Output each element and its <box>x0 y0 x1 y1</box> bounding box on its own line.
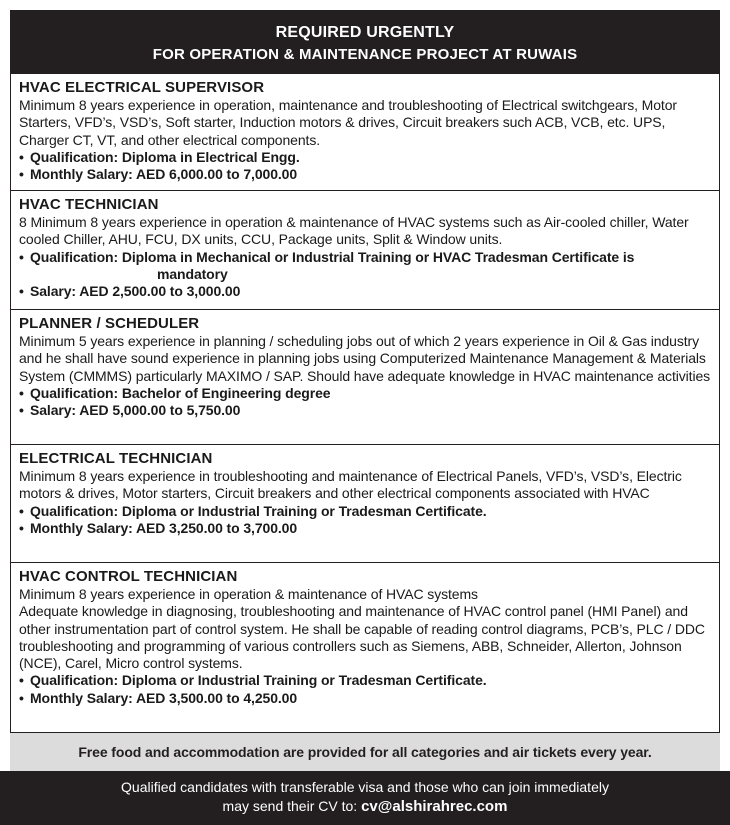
job-salary: • Monthly Salary: AED 3,500.00 to 4,250.00 <box>19 690 711 707</box>
apply-footer <box>0 771 730 825</box>
job-qualification-continued: mandatory <box>157 265 228 282</box>
apply-text-line1: Qualified candidates with transferable visa and those who can join immediately <box>121 779 609 795</box>
job-title: HVAC ELECTRICAL SUPERVISOR <box>19 79 265 96</box>
job-title: HVAC TECHNICIAN <box>19 196 159 213</box>
benefits-banner: Free food and accommodation are provided for all categories and air tickets every year. <box>10 733 720 771</box>
apply-text-line2 <box>0 797 730 816</box>
job-salary: • Salary: AED 5,000.00 to 5,750.00 <box>19 402 711 419</box>
job-description: 8 Minimum 8 years experience in operation & maintenance of HVAC systems such as Air-cooled chiller, Water cooled Chiller, AHU, FCU, DX units, CCU, Package units, Split & Window units. <box>19 214 689 248</box>
job-title: ELECTRICAL TECHNICIAN <box>19 450 213 467</box>
job-planner-scheduler <box>10 310 720 445</box>
job-salary: • Salary: AED 2,500.00 to 3,000.00 <box>19 283 711 300</box>
job-qualification: • Qualification: Bachelor of Engineering degree <box>19 385 711 402</box>
job-hvac-control-technician <box>10 563 720 733</box>
job-description: Minimum 5 years experience in planning / scheduling jobs out of which 2 years experience in Oil & Gas industry and he shall have sound experience in planning jobs using Computerized Maintenance Management & Materials System (CMMMS) particularly MAXIMO / SAP. Should have adequate knowledge in HVAC maintenance activities <box>19 333 711 384</box>
job-qualification <box>19 249 711 284</box>
job-qualification-text: Qualification: Diploma in Mechanical or Industrial Training or HVAC Tradesman Certificate is <box>30 248 635 265</box>
job-qualification: • Qualification: Diploma or Industrial Training or Tradesman Certificate. <box>19 672 711 689</box>
job-title: HVAC CONTROL TECHNICIAN <box>19 568 238 585</box>
header-title: REQUIRED URGENTLY <box>275 24 455 41</box>
job-hvac-electrical-supervisor <box>10 74 720 191</box>
job-qualification: • Qualification: Diploma in Electrical Engg. <box>19 149 711 166</box>
ad-header <box>10 10 720 74</box>
email-address: cv@alshirahrec.com <box>361 798 508 815</box>
job-qualification: • Qualification: Diploma or Industrial Training or Tradesman Certificate. <box>19 503 711 520</box>
job-title: PLANNER / SCHEDULER <box>19 315 200 332</box>
job-electrical-technician <box>10 445 720 563</box>
header-subtitle: FOR OPERATION & MAINTENANCE PROJECT AT RUWAIS <box>152 46 578 63</box>
job-salary: • Monthly Salary: AED 6,000.00 to 7,000.00 <box>19 166 711 183</box>
job-description-line1: Minimum 8 years experience in operation & maintenance of HVAC systems <box>19 586 478 602</box>
apply-text-prefix: may send their CV to: <box>222 798 362 814</box>
job-description-line2: Adequate knowledge in diagnosing, troubleshooting and maintenance of HVAC control panel (HMI Panel) and other instrumentation part of control system. He shall be capable of reading control diagrams, PCB’s, PLC / DDC troubleshooting and programming of various controllers such as Siemens, ABB, Schneider, Allerton, Johnson <box>19 603 705 654</box>
job-salary: • Monthly Salary: AED 3,250.00 to 3,700.00 <box>19 520 711 537</box>
job-description-line3: (NCE), Carel, Micro control systems. <box>19 655 243 672</box>
job-description: Minimum 8 years experience in operation, maintenance and troubleshooting of Electrical switchgears, Motor Starters, VFD’s, VSD’s, Soft starter, Induction motors & drives, Circuit breakers such ACB, VCB, etc. UPS, Charger CT, VT, and other electrical components. <box>19 97 677 148</box>
job-description: Minimum 8 years experience in troubleshooting and maintenance of Electrical Panels, VFD’s, VSD’s, Electric motors & drives, Motor starters, Circuit breakers and other electrical components associated with HVAC <box>19 468 682 502</box>
job-hvac-technician <box>10 191 720 310</box>
